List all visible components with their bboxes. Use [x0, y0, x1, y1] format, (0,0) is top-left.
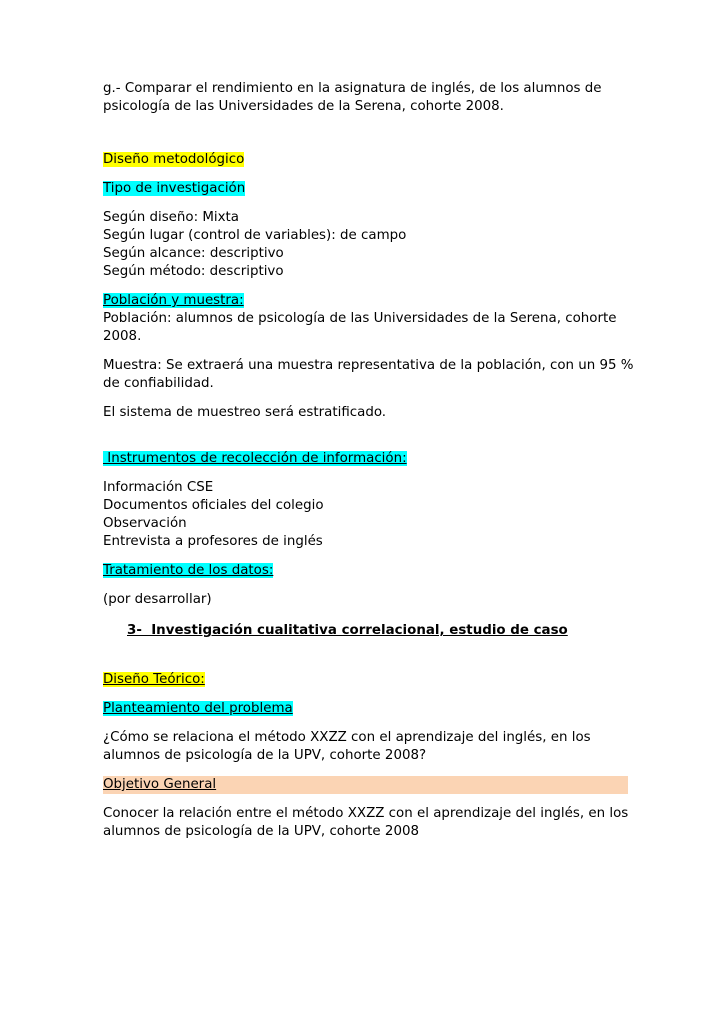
planteamiento-heading: Planteamiento del problema [103, 701, 293, 716]
list-item: Según alcance: descriptivo [103, 246, 284, 261]
muestra-line: de confiabilidad. [103, 376, 214, 391]
tratamiento-text: (por desarrollar) [103, 592, 212, 607]
list-item: Según diseño: Mixta [103, 210, 240, 225]
document-page [103, 80, 634, 841]
poblacion-paragraph [103, 310, 628, 346]
pregunta-line: ¿Cómo se relaciona el método XXZZ con el aprendizaje del inglés, en los [103, 730, 591, 745]
list-item: Información CSE [103, 480, 214, 495]
intro-line: g.- Comparar el rendimiento en la asignatura de inglés, de los alumnos de [103, 81, 602, 96]
list-item: Documentos oficiales del colegio [103, 498, 324, 513]
diseno-metodologico-heading: Diseño metodológico [103, 152, 245, 167]
pregunta-line: alumnos de psicología de la UPV, cohorte 2008? [103, 748, 427, 763]
section-3-title: 3- Investigación cualitativa correlacional, estudio de caso [127, 623, 568, 638]
poblacion-line: Población: alumnos de psicología de las Universidades de la Serena, cohorte [103, 311, 617, 326]
objetivo-paragraph [103, 805, 628, 841]
objetivo-line: Conocer la relación entre el método XXZZ con el aprendizaje del inglés, en los [103, 806, 629, 821]
instrumentos-list [103, 479, 628, 551]
muestra-paragraph [103, 357, 634, 393]
list-item: Según lugar (control de variables): de campo [103, 228, 407, 243]
diseno-teorico-heading: Diseño Teórico: [103, 672, 205, 687]
poblacion-line: 2008. [103, 329, 142, 344]
objetivo-line: alumnos de psicología de la UPV, cohorte 2008 [103, 824, 420, 839]
sistema-muestreo-text: El sistema de muestreo será estratificado. [103, 405, 387, 420]
list-item: Entrevista a profesores de inglés [103, 534, 323, 549]
tipo-investigacion-heading: Tipo de investigación [103, 181, 246, 196]
poblacion-heading: Población y muestra: [103, 293, 244, 308]
tipo-investigacion-list [103, 209, 628, 281]
list-item: Observación [103, 516, 187, 531]
instrumentos-heading: Instrumentos de recolección de información: [103, 451, 407, 466]
intro-paragraph [103, 80, 628, 116]
objetivo-general-heading: Objetivo General [103, 776, 628, 794]
muestra-line: Muestra: Se extraerá una muestra representativa de la población, con un 95 % [103, 358, 634, 373]
list-item: Según método: descriptivo [103, 264, 284, 279]
tratamiento-heading: Tratamiento de los datos: [103, 563, 274, 578]
pregunta-paragraph [103, 729, 628, 765]
intro-line: psicología de las Universidades de la Serena, cohorte 2008. [103, 99, 504, 114]
